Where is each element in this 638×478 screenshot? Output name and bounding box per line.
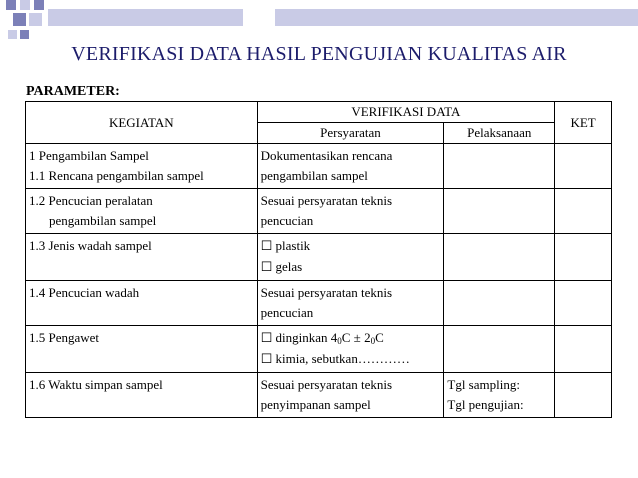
- persyaratan-text: Dokumentasikan rencana: [260, 148, 393, 163]
- tgl-sampling-label: Tgl sampling:: [447, 377, 520, 392]
- persyaratan-text: Sesuai persyaratan teknis: [260, 377, 393, 392]
- degree-mark: 0: [370, 336, 376, 346]
- table-row: [26, 234, 612, 281]
- kegiatan-text: 1.4 Pencucian wadah: [29, 285, 140, 300]
- header-persyaratan: Persyaratan: [257, 123, 444, 144]
- persyaratan-text: pengambilan sampel: [260, 168, 368, 183]
- deco-square: [20, 0, 30, 10]
- cell-kegiatan: [26, 326, 258, 373]
- kegiatan-text: 1.1 Rencana pengambilan sampel: [29, 168, 204, 183]
- cell-kegiatan: [26, 189, 258, 234]
- header-row: [26, 102, 612, 123]
- header-kegiatan: KEGIATAN: [26, 102, 258, 144]
- header-pelaksanaan: Pelaksanaan: [444, 123, 555, 144]
- option-plastik[interactable]: [261, 236, 441, 257]
- deco-square: [6, 0, 16, 10]
- cell-persyaratan: [257, 234, 444, 281]
- cell-pelaksanaan[interactable]: [444, 373, 555, 418]
- option-label: kimia, sebutkan…………: [275, 351, 410, 366]
- cell-ket[interactable]: [555, 234, 612, 281]
- degree-mark: 0: [337, 336, 342, 346]
- cell-kegiatan: [26, 144, 258, 189]
- kegiatan-text: pengambilan sampel: [49, 213, 157, 228]
- cell-kegiatan: [26, 373, 258, 418]
- option-label: C: [375, 330, 384, 345]
- checkbox-icon[interactable]: ☐: [260, 331, 273, 346]
- persyaratan-text: penyimpanan sampel: [260, 397, 371, 412]
- cell-ket[interactable]: [555, 326, 612, 373]
- cell-kegiatan: [26, 281, 258, 326]
- header-ket: KET: [555, 102, 612, 144]
- cell-pelaksanaan[interactable]: [444, 281, 555, 326]
- deco-square: [8, 30, 17, 39]
- option-label: C ± 2: [341, 330, 371, 345]
- cell-pelaksanaan[interactable]: [444, 189, 555, 234]
- cell-pelaksanaan[interactable]: [444, 326, 555, 373]
- cell-ket[interactable]: [555, 281, 612, 326]
- cell-persyaratan: [257, 281, 444, 326]
- cell-ket[interactable]: [555, 144, 612, 189]
- cell-persyaratan: [257, 189, 444, 234]
- deco-square: [13, 13, 26, 26]
- tgl-pengujian-label: Tgl pengujian:: [447, 397, 524, 412]
- table-row: [26, 189, 612, 234]
- parameter-label: PARAMETER:: [26, 84, 120, 99]
- option-dinginkan[interactable]: [261, 328, 441, 349]
- deco-square: [29, 13, 42, 26]
- option-label: plastik: [275, 238, 311, 253]
- persyaratan-text: pencucian: [260, 213, 314, 228]
- persyaratan-text: Sesuai persyaratan teknis: [260, 193, 393, 208]
- cell-kegiatan: [26, 234, 258, 281]
- checkbox-icon[interactable]: ☐: [260, 239, 273, 254]
- deco-square: [34, 0, 44, 10]
- kegiatan-text: 1 Pengambilan Sampel: [29, 148, 149, 163]
- cell-ket[interactable]: [555, 189, 612, 234]
- page-title: VERIFIKASI DATA HASIL PENGUJIAN KUALITAS AIR: [71, 43, 567, 65]
- persyaratan-text: pencucian: [260, 305, 314, 320]
- header-band-right: [275, 9, 638, 26]
- table-row: [26, 326, 612, 373]
- persyaratan-text: Sesuai persyaratan teknis: [260, 285, 393, 300]
- kegiatan-text: 1.6 Waktu simpan sampel: [29, 377, 163, 392]
- cell-pelaksanaan[interactable]: [444, 234, 555, 281]
- cell-persyaratan: [257, 373, 444, 418]
- kegiatan-text: 1.2 Pencucian peralatan: [29, 193, 153, 208]
- table-row: [26, 373, 612, 418]
- verification-table: [25, 101, 612, 418]
- checkbox-icon[interactable]: ☐: [260, 352, 273, 367]
- option-label: dinginkan 4: [275, 330, 338, 345]
- table-row: [26, 281, 612, 326]
- deco-square: [20, 30, 29, 39]
- cell-persyaratan: [257, 326, 444, 373]
- cell-ket[interactable]: [555, 373, 612, 418]
- kegiatan-text: 1.3 Jenis wadah sampel: [29, 238, 152, 253]
- table-row: [26, 144, 612, 189]
- option-label: gelas: [275, 259, 303, 274]
- option-kimia[interactable]: [261, 349, 441, 370]
- checkbox-icon[interactable]: ☐: [260, 260, 273, 275]
- option-gelas[interactable]: [261, 257, 441, 278]
- header-verifikasi: VERIFIKASI DATA: [257, 102, 555, 123]
- cell-persyaratan: [257, 144, 444, 189]
- kegiatan-text: 1.5 Pengawet: [29, 330, 100, 345]
- header-band-left: [48, 9, 243, 26]
- cell-pelaksanaan[interactable]: [444, 144, 555, 189]
